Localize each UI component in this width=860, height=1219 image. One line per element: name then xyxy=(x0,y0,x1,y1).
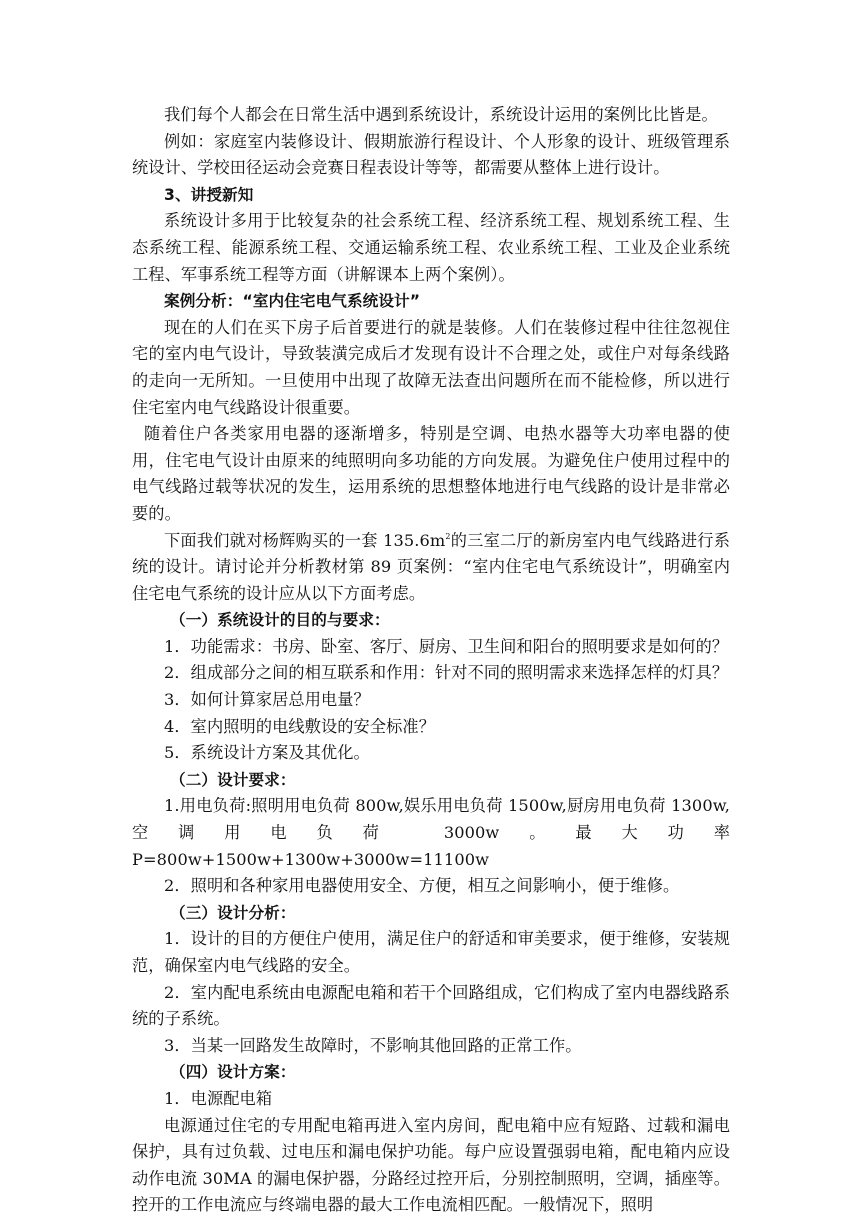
list-item: 1．功能需求：书房、卧室、客厅、厨房、卫生间和阳台的照明要求是如何的？ xyxy=(164,636,729,656)
paragraph: 我们每个人都会在日常生活中遇到系统设计，系统设计运用的案例比比皆是。 xyxy=(164,105,718,124)
list-item: 1．电源配电箱 xyxy=(164,1088,273,1108)
paragraph-part: 的三室二厅的新房室内电气线路进行系统的设计。请讨论并分析教材第 89 页案例：“室内住宅电气系统设计”，明确室内住宅电气系统的设计应从以下方面考虑。 xyxy=(132,530,731,603)
list-item: 4．室内照明的电线敷设的安全标准？ xyxy=(164,716,435,736)
case-heading: 案例分析：“室内住宅电气系统设计” xyxy=(164,292,421,311)
list-item: 2．照明和各种家用电器使用安全、方便，相互之间影响小，便于维修。 xyxy=(164,876,680,896)
list-item: 3．如何计算家居总用电量？ xyxy=(164,690,370,710)
sub-heading: （一）系统设计的目的与要求： xyxy=(170,611,390,630)
paragraph: 现在的人们在买下房子后首要进行的就是装修。人们在装修过程中往往忽视住宅的室内电气设计，导致装潢完成后才发现有设计不合理之处，或住户对每条线路的走向一无所知。一旦使用中出现了故障无法查出问题所在而不能检修，所以进行住宅室内电气线路设计很重要。 xyxy=(132,317,730,417)
list-item: 3．当某一回路发生故障时，不影响其他回路的正常工作。 xyxy=(164,1035,582,1055)
sub-heading: （三）设计分析： xyxy=(170,903,296,922)
list-item: 1.用电负荷:照明用电负荷 800w,娱乐用电负荷 1500w,厨房用电负荷 1300w,空调用电负荷 3000w。最大功率 P=800w+1500w+1300w+3000w=11100w xyxy=(132,796,730,869)
paragraph: 电源通过住宅的专用配电箱再进入室内房间，配电箱中应有短路、过载和漏电保护，具有过负载、过电压和漏电保护功能。每户应设置强弱电箱，配电箱内应设动作电流 30MA 的漏电保护器，分路经过控开后，分别控制照明，空调，插座等。控开的工作电流应与终端电器的最大工作电流相匹配。一般情况下，照明 xyxy=(132,1115,730,1215)
sub-heading: （二）设计要求： xyxy=(170,770,296,789)
list-item: 5．系统设计方案及其优化。 xyxy=(164,743,370,763)
paragraph-part: 下面我们就对杨辉购买的一套 135.6m xyxy=(164,530,446,550)
paragraph: 例如：家庭室内装修设计、假期旅游行程设计、个人形象的设计、班级管理系统设计、学校田径运动会竞赛日程表设计等等，都需要从整体上进行设计。 xyxy=(132,131,730,178)
paragraph: 随着住户各类家用电器的逐渐增多，特别是空调、电热水器等大功率电器的使用，住宅电气设计由原来的纯照明向多功能的方向发展。为避免住户使用过程中的电气线路过载等状况的发生，运用系统的思想整体地进行电气线路的设计是非常必要的。 xyxy=(132,424,730,523)
list-item: 2．组成部分之间的相互联系和作用：针对不同的照明需求来选择怎样的灯具？ xyxy=(164,663,729,683)
paragraph xyxy=(132,528,730,608)
paragraph: 系统设计多用于比较复杂的社会系统工程、经济系统工程、规划系统工程、生态系统工程、能源系统工程、交通运输系统工程、农业系统工程、工业及企业系统工程、军事系统工程等方面（讲解课本上两个案例）。 xyxy=(132,211,730,284)
list-item: 2．室内配电系统由电源配电箱和若干个回路组成，它们构成了室内电器线路系统的子系统。 xyxy=(132,982,730,1029)
superscript: 2 xyxy=(445,531,451,541)
list-item: 1．设计的目的方便住户使用，满足住户的舒适和审美要求，便于维修，安装规范，确保室内电气线路的安全。 xyxy=(132,929,730,975)
document-page xyxy=(132,102,730,1219)
sub-heading: （四）设计方案： xyxy=(170,1063,296,1082)
section-heading: 3、讲授新知 xyxy=(164,185,254,204)
